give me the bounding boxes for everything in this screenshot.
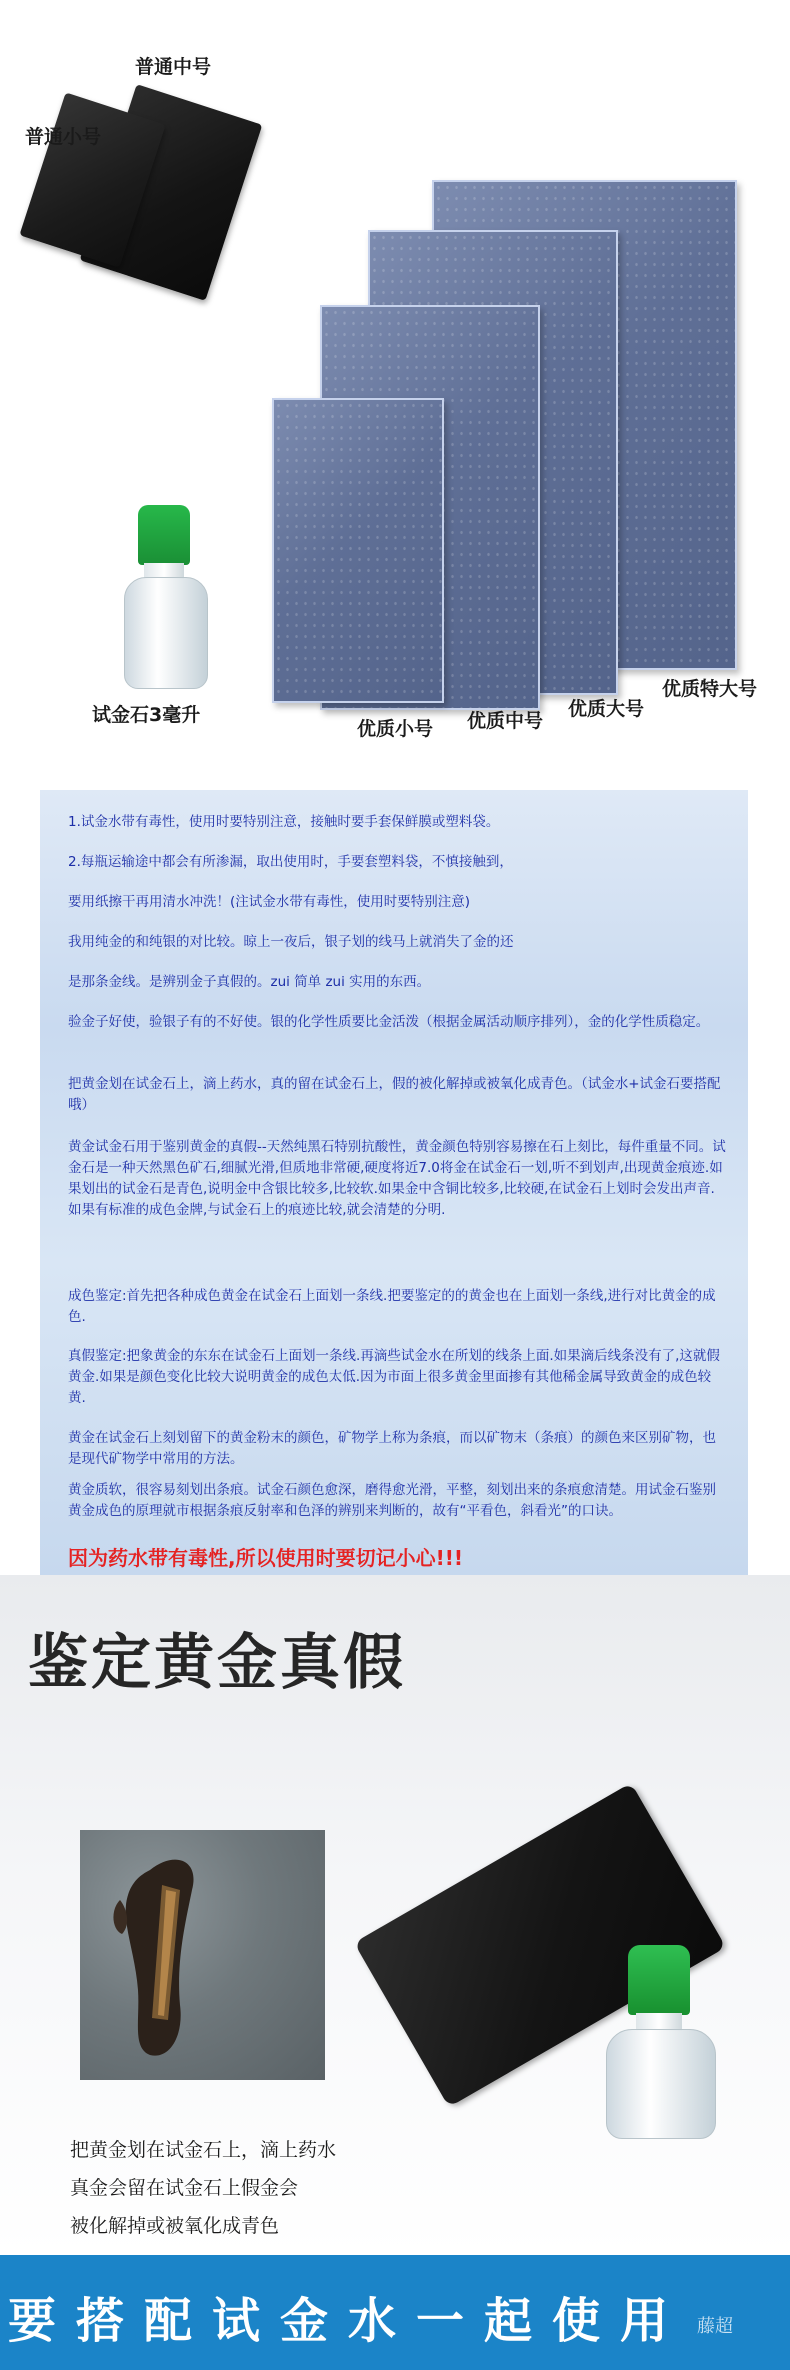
watermark-text: 藤超 [697,2316,733,2337]
bottle-body [124,577,208,689]
note-paragraph: 要用纸擦干再用清水冲洗！(注试金水带有毒性，使用时要特别注意) [68,894,471,910]
test-liquid-bottle [120,505,210,695]
note-paragraph: 是那条金线。是辨别金子真假的。zui 简单 zui 实用的东西。 [68,974,431,990]
premium-small-stone [272,398,444,703]
gold-streak-graphic [80,1830,325,2080]
product-lineup-section [0,0,790,770]
caption-line: 把黄金划在试金石上，滴上药水 [70,2139,337,2161]
label-premium-medium: 优质中号 [467,710,544,732]
caption-line: 真金会留在试金石上假金会 [70,2177,299,2199]
instructions-panel [40,790,748,1578]
instructions-section [0,770,790,1575]
label-regular-small: 普通小号 [25,126,102,148]
test-liquid-bottle-large [600,1945,720,2145]
note-paragraph: 真假鉴定:把象黄金的东东在试金石上面划一条线.再滴些试金水在所划的线条上面.如果滴后线条没有了,这就假黄金.如果是颜色变化比较大说明黄金的成色太低.因为市面上很多黄金里面掺有其他稀金属导致黄金的成色较黄. [68,1348,720,1406]
identify-title: 鉴定黄金真假 [28,1628,406,1698]
banner-text: 要搭配试金水一起使用 [8,2293,689,2349]
label-premium-small: 优质小号 [357,718,434,740]
identify-section [0,1575,790,2255]
note-paragraph: 黄金在试金石上刻划留下的黄金粉末的颜色，矿物学上称为条痕，而以矿物末（条痕）的颜色来区别矿物，也是现代矿物学中常用的方法。 [68,1430,716,1467]
note-paragraph: 我用纯金的和纯银的对比较。晾上一夜后，银子划的线马上就消失了金的还 [68,934,514,950]
note-paragraph: 成色鉴定:首先把各种成色黄金在试金石上面划一条线.把要鉴定的的黄金也在上面划一条线,进行对比黄金的成色. [68,1288,716,1325]
bottle-cap [138,505,190,565]
warning-text: 因为药水带有毒性,所以使用时要切记小心!!! [68,1546,463,1570]
label-premium-xlarge: 优质特大号 [662,678,758,700]
caption-line: 被化解掉或被氧化成青色 [70,2215,280,2237]
note-paragraph: 1.试金水带有毒性，使用时要特别注意，接触时要手套保鲜膜或塑料袋。 [68,814,500,830]
bottle-body [606,2029,716,2139]
note-paragraph: 验金子好使，验银子有的不好使。银的化学性质要比金活泼（根据金属活动顺序排列），金的化学性质稳定。 [68,1014,710,1030]
bottom-banner [0,2255,790,2370]
note-paragraph: 黄金试金石用于鉴别黄金的真假--天然纯黑石特别抗酸性，黄金颜色特别容易擦在石上刻比，每件重量不同。试金石是一种天然黑色矿石,细腻光滑,但质地非常硬,硬度将近7.0将金在试金石一划,听不到划声,出现黄金痕迹.如果划出的试金石是青色,说明金中含银比较多,比较软.如果金中含铜比较多,比较硬,在试金石上划时会发出声音.如果有标准的成色金牌,与试金石上的痕迹比较,就会清楚的分明. [68,1139,726,1218]
note-paragraph: 黄金质软，很容易刻划出条痕。试金石颜色愈深，磨得愈光滑，平整，刻划出来的条痕愈清楚。用试金石鉴别黄金成色的原理就市根据条痕反射率和色泽的辨别来判断的，故有“平看色，斜看光”的口诀。 [68,1482,716,1519]
label-regular-medium: 普通中号 [135,56,212,78]
gold-streak-photo [80,1830,325,2080]
note-paragraph: 把黄金划在试金石上，滴上药水，真的留在试金石上，假的被化解掉或被氧化成青色。（试金水+试金石要搭配哦） [68,1076,721,1113]
label-premium-large: 优质大号 [568,698,645,720]
label-test-liquid: 试金石3毫升 [92,704,201,726]
note-paragraph: 2.每瓶运输途中都会有所渗漏，取出使用时，手要套塑料袋，不慎接触到， [68,854,513,870]
bottle-cap [628,1945,690,2015]
